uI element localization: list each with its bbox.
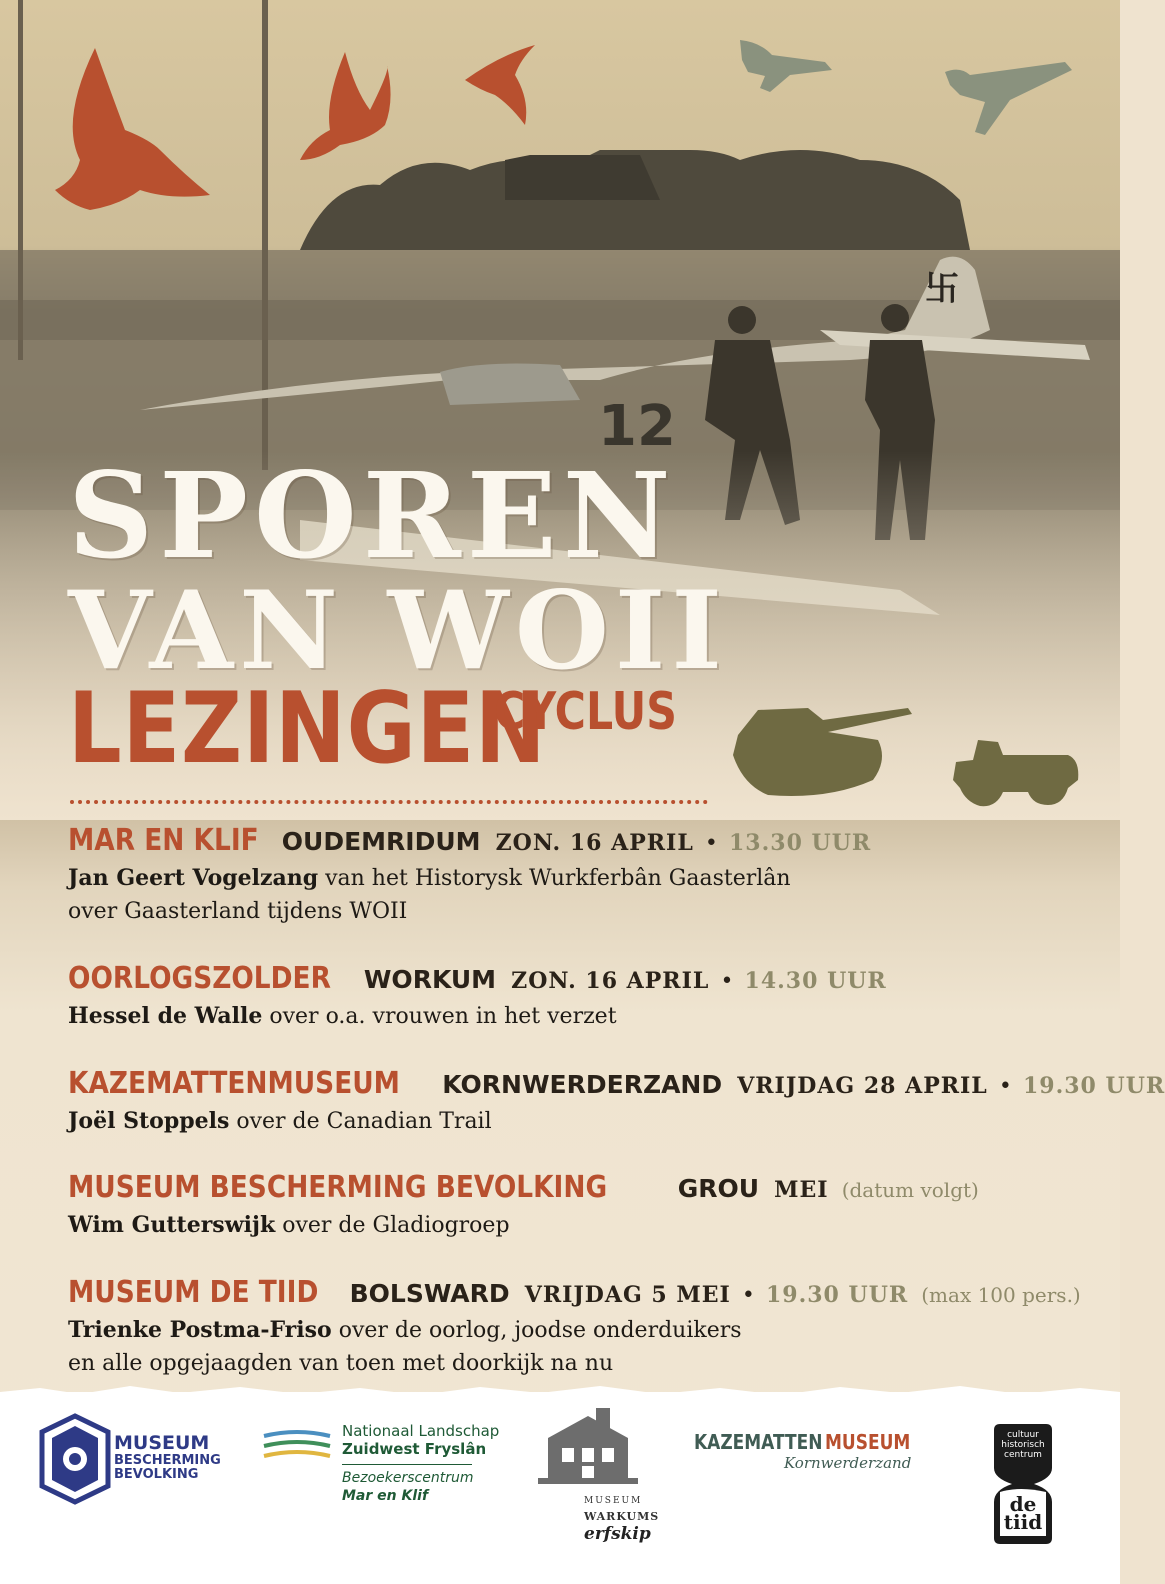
footer-logos bbox=[0, 1392, 1120, 1584]
event-date: VRIJDAG 28 APRIL bbox=[737, 1073, 988, 1099]
event-description bbox=[68, 1209, 1088, 1242]
logo-text-4: de bbox=[1009, 1492, 1037, 1516]
jeep-icon bbox=[953, 740, 1078, 806]
wave-logo-icon bbox=[262, 1426, 332, 1466]
event-topic: over de oorlog, joodse onderduikers bbox=[331, 1318, 742, 1343]
house-logo-icon bbox=[538, 1408, 638, 1488]
bird-icon bbox=[300, 52, 391, 160]
event-item bbox=[68, 1066, 1165, 1138]
event-item bbox=[68, 961, 1088, 1033]
event-description bbox=[68, 1105, 1088, 1138]
event-topic: over de Gladiogroep bbox=[275, 1213, 510, 1238]
event-time: 14.30 UUR bbox=[744, 968, 887, 994]
logo-text-1: cultuur bbox=[1007, 1430, 1039, 1440]
event-place: WORKUM bbox=[363, 965, 497, 994]
logo-text-1: MUSEUM bbox=[114, 1432, 210, 1454]
event-time: 13.30 UUR bbox=[728, 830, 872, 856]
event-note: (datum volgt) bbox=[841, 1178, 979, 1202]
logo-text-3: Bezoekerscentrum bbox=[342, 1470, 474, 1486]
event-place: BOLSWARD bbox=[349, 1279, 510, 1308]
logo-text-1: KAZEMATTEN bbox=[694, 1430, 823, 1454]
birds-decoration bbox=[0, 0, 1120, 240]
logo-warkums-erfskip bbox=[538, 1408, 668, 1568]
event-topic: over o.a. vrouwen in het verzet bbox=[262, 1004, 617, 1029]
logo-text-3: centrum bbox=[1004, 1450, 1042, 1460]
title-cyclus: CYCLUS bbox=[494, 682, 677, 742]
bird-icon bbox=[465, 45, 535, 125]
event-item bbox=[68, 823, 1088, 928]
event-time: 19.30 UUR bbox=[765, 1282, 909, 1308]
event-header bbox=[68, 1170, 1088, 1205]
dotted-divider bbox=[70, 800, 708, 804]
logo-text-2: Zuidwest Fryslân bbox=[342, 1440, 487, 1458]
event-venue: OORLOGSZOLDER bbox=[68, 961, 331, 996]
event-date: ZON. 16 APRIL bbox=[511, 968, 710, 994]
event-date: ZON. 16 APRIL bbox=[495, 830, 694, 856]
tank-icon bbox=[733, 708, 912, 796]
event-header bbox=[68, 1066, 1165, 1101]
logo-text-2: historisch bbox=[1001, 1440, 1045, 1450]
event-place: KORNWERDERZAND bbox=[442, 1070, 723, 1099]
event-description bbox=[68, 862, 1088, 928]
event-description bbox=[68, 1000, 1088, 1033]
logo-text-1: MUSEUM bbox=[584, 1496, 643, 1506]
event-speaker: Joël Stoppels bbox=[68, 1108, 230, 1134]
event-speaker: Wim Gutterswijk bbox=[68, 1212, 276, 1238]
event-bullet: • bbox=[741, 1283, 755, 1308]
event-venue: MUSEUM DE TIID bbox=[68, 1275, 319, 1310]
title-line-2: VAN WOII bbox=[68, 568, 728, 694]
event-description bbox=[68, 1314, 1088, 1380]
event-speaker: Jan Geert Vogelzang bbox=[68, 865, 319, 891]
event-venue: MAR EN KLIF bbox=[68, 823, 259, 858]
event-speaker: Hessel de Walle bbox=[68, 1003, 263, 1029]
logo-text-1: Nationaal Landschap bbox=[342, 1422, 500, 1440]
shield-logo-icon bbox=[40, 1414, 110, 1504]
title-lezingen: LEZINGEN bbox=[68, 672, 547, 786]
logo-text-2: WARKUMS bbox=[584, 1510, 660, 1523]
logo-text-5: tiid bbox=[1003, 1510, 1043, 1534]
event-item bbox=[68, 1275, 1088, 1380]
event-date: VRIJDAG 5 MEI bbox=[524, 1282, 731, 1308]
plane-silhouette-icon bbox=[945, 62, 1072, 135]
logo-kazemattenmuseum bbox=[694, 1430, 954, 1490]
bird-icon bbox=[55, 48, 210, 210]
event-date: MEI bbox=[774, 1177, 829, 1203]
logo-divider bbox=[342, 1464, 472, 1465]
event-speaker: Trienke Postma-Friso bbox=[68, 1317, 332, 1343]
event-venue: KAZEMATTENMUSEUM bbox=[68, 1066, 400, 1101]
title-line-1: SPOREN bbox=[68, 446, 677, 585]
event-bullet: • bbox=[704, 831, 718, 856]
logo-text-3: Kornwerderzand bbox=[784, 1454, 912, 1472]
plane-silhouette-icon bbox=[740, 40, 832, 92]
logo-nationaal-landschap bbox=[262, 1422, 512, 1532]
logo-text-2: BESCHERMING bbox=[114, 1453, 221, 1468]
event-time: 19.30 UUR bbox=[1022, 1073, 1165, 1099]
logo-text-4: Mar en Klif bbox=[342, 1488, 429, 1504]
event-topic: over de Canadian Trail bbox=[229, 1109, 492, 1134]
event-place: OUDEMRIDUM bbox=[281, 827, 481, 856]
event-header bbox=[68, 823, 1088, 858]
event-venue: MUSEUM BESCHERMING BEVOLKING bbox=[68, 1170, 608, 1205]
logo-text-3: erfskip bbox=[584, 1524, 651, 1544]
logo-text-2: MUSEUM bbox=[825, 1430, 911, 1454]
event-place: GROU bbox=[677, 1174, 760, 1203]
event-topic-line-2: en alle opgejaagden van toen met doorkijk na nu bbox=[68, 1351, 614, 1376]
event-bullet: • bbox=[998, 1074, 1012, 1099]
event-topic: van het Historysk Wurkferbân Gaasterlân bbox=[318, 866, 791, 891]
event-topic-line-2: over Gaasterland tijdens WOII bbox=[68, 899, 408, 924]
logo-text-3: BEVOLKING bbox=[114, 1467, 199, 1482]
vehicles-decoration bbox=[728, 700, 1088, 820]
event-note: (max 100 pers.) bbox=[921, 1283, 1081, 1307]
event-header bbox=[68, 1275, 1088, 1310]
logo-de-tiid bbox=[990, 1424, 1056, 1544]
logo-museum-bescherming-bevolking bbox=[40, 1414, 230, 1509]
event-header bbox=[68, 961, 1088, 996]
event-item bbox=[68, 1170, 1088, 1242]
event-bullet: • bbox=[720, 969, 734, 994]
